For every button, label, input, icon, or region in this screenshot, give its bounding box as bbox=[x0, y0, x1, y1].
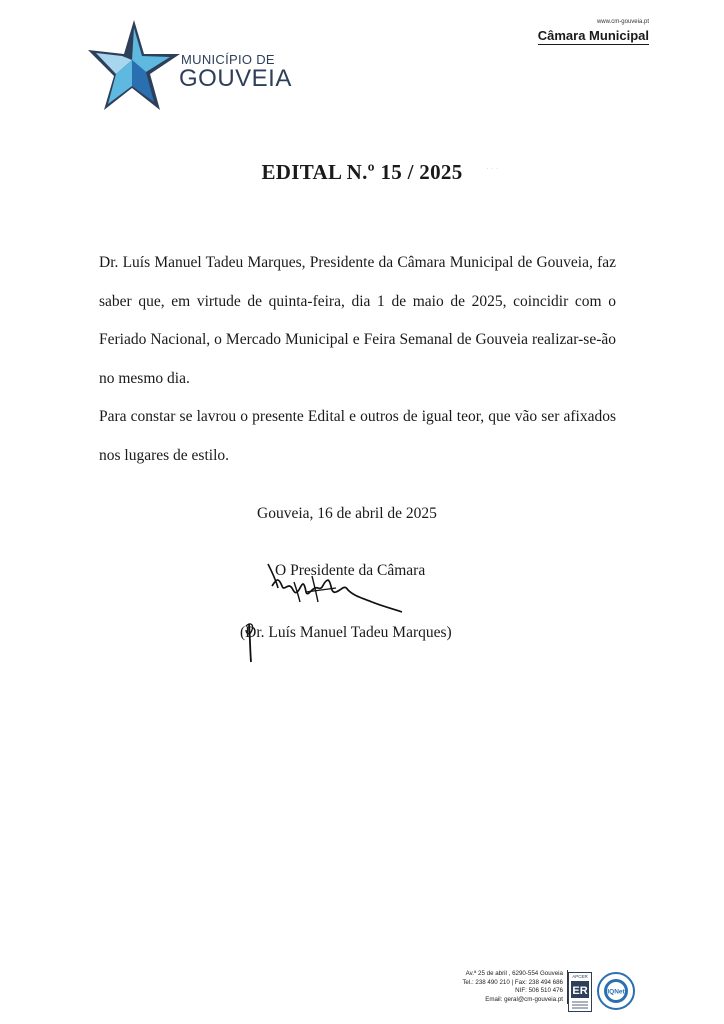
svg-text:APCER: APCER bbox=[572, 974, 588, 979]
footer-address-line: NIF: 506 510 476 bbox=[515, 987, 563, 995]
edital-title: EDITAL N.º 15 / 2025 bbox=[261, 160, 463, 184]
logo-text-line1: MUNICÍPIO DE bbox=[181, 52, 275, 67]
footer-address bbox=[462, 970, 568, 1004]
iqnet-certification-icon bbox=[597, 972, 635, 1010]
svg-text:IQNet: IQNet bbox=[607, 988, 625, 996]
footer-address-line: Email: geral@cm-gouveia.pt bbox=[485, 995, 563, 1003]
footer-address-line: Tel.: 238 490 210 | Fax: 238 494 686 bbox=[462, 978, 563, 986]
municipality-logo bbox=[86, 20, 296, 112]
body-paragraph-2: Para constar se lavrou o presente Edital e outros de igual teor, que vão ser afixados nos lugares de estilo. bbox=[99, 408, 616, 464]
svg-text:ER: ER bbox=[572, 985, 588, 997]
star-logo-icon bbox=[86, 20, 182, 112]
department-name: Câmara Municipal bbox=[537, 28, 649, 43]
scan-artifact: · · · bbox=[486, 164, 499, 173]
website-url: www.cm-gouveia.pt bbox=[596, 19, 649, 25]
logo-text-line2: GOUVEIA bbox=[179, 65, 292, 92]
footer-address-line: Av.ª 25 de abril , 6290-554 Gouveia bbox=[465, 970, 563, 977]
edital-body bbox=[99, 244, 616, 475]
signatory-name: (Dr. Luís Manuel Tadeu Marques) bbox=[240, 624, 452, 641]
footer-contacts bbox=[438, 970, 648, 1016]
body-paragraph-1: Dr. Luís Manuel Tadeu Marques, Presidente da Câmara Municipal de Gouveia, faz saber que, em virtude de quinta-feira, dia 1 de maio de 2025, coincidir com o Feriado Nacional, o Mercado Municipal e Feira Semanal de Gouveia realizar-se-ão no mesmo dia. bbox=[99, 254, 616, 387]
signatory-role: O Presidente da Câmara bbox=[275, 562, 426, 579]
place-and-date: Gouveia, 16 de abril de 2025 bbox=[257, 505, 437, 522]
apcer-certification-icon bbox=[568, 972, 592, 1012]
